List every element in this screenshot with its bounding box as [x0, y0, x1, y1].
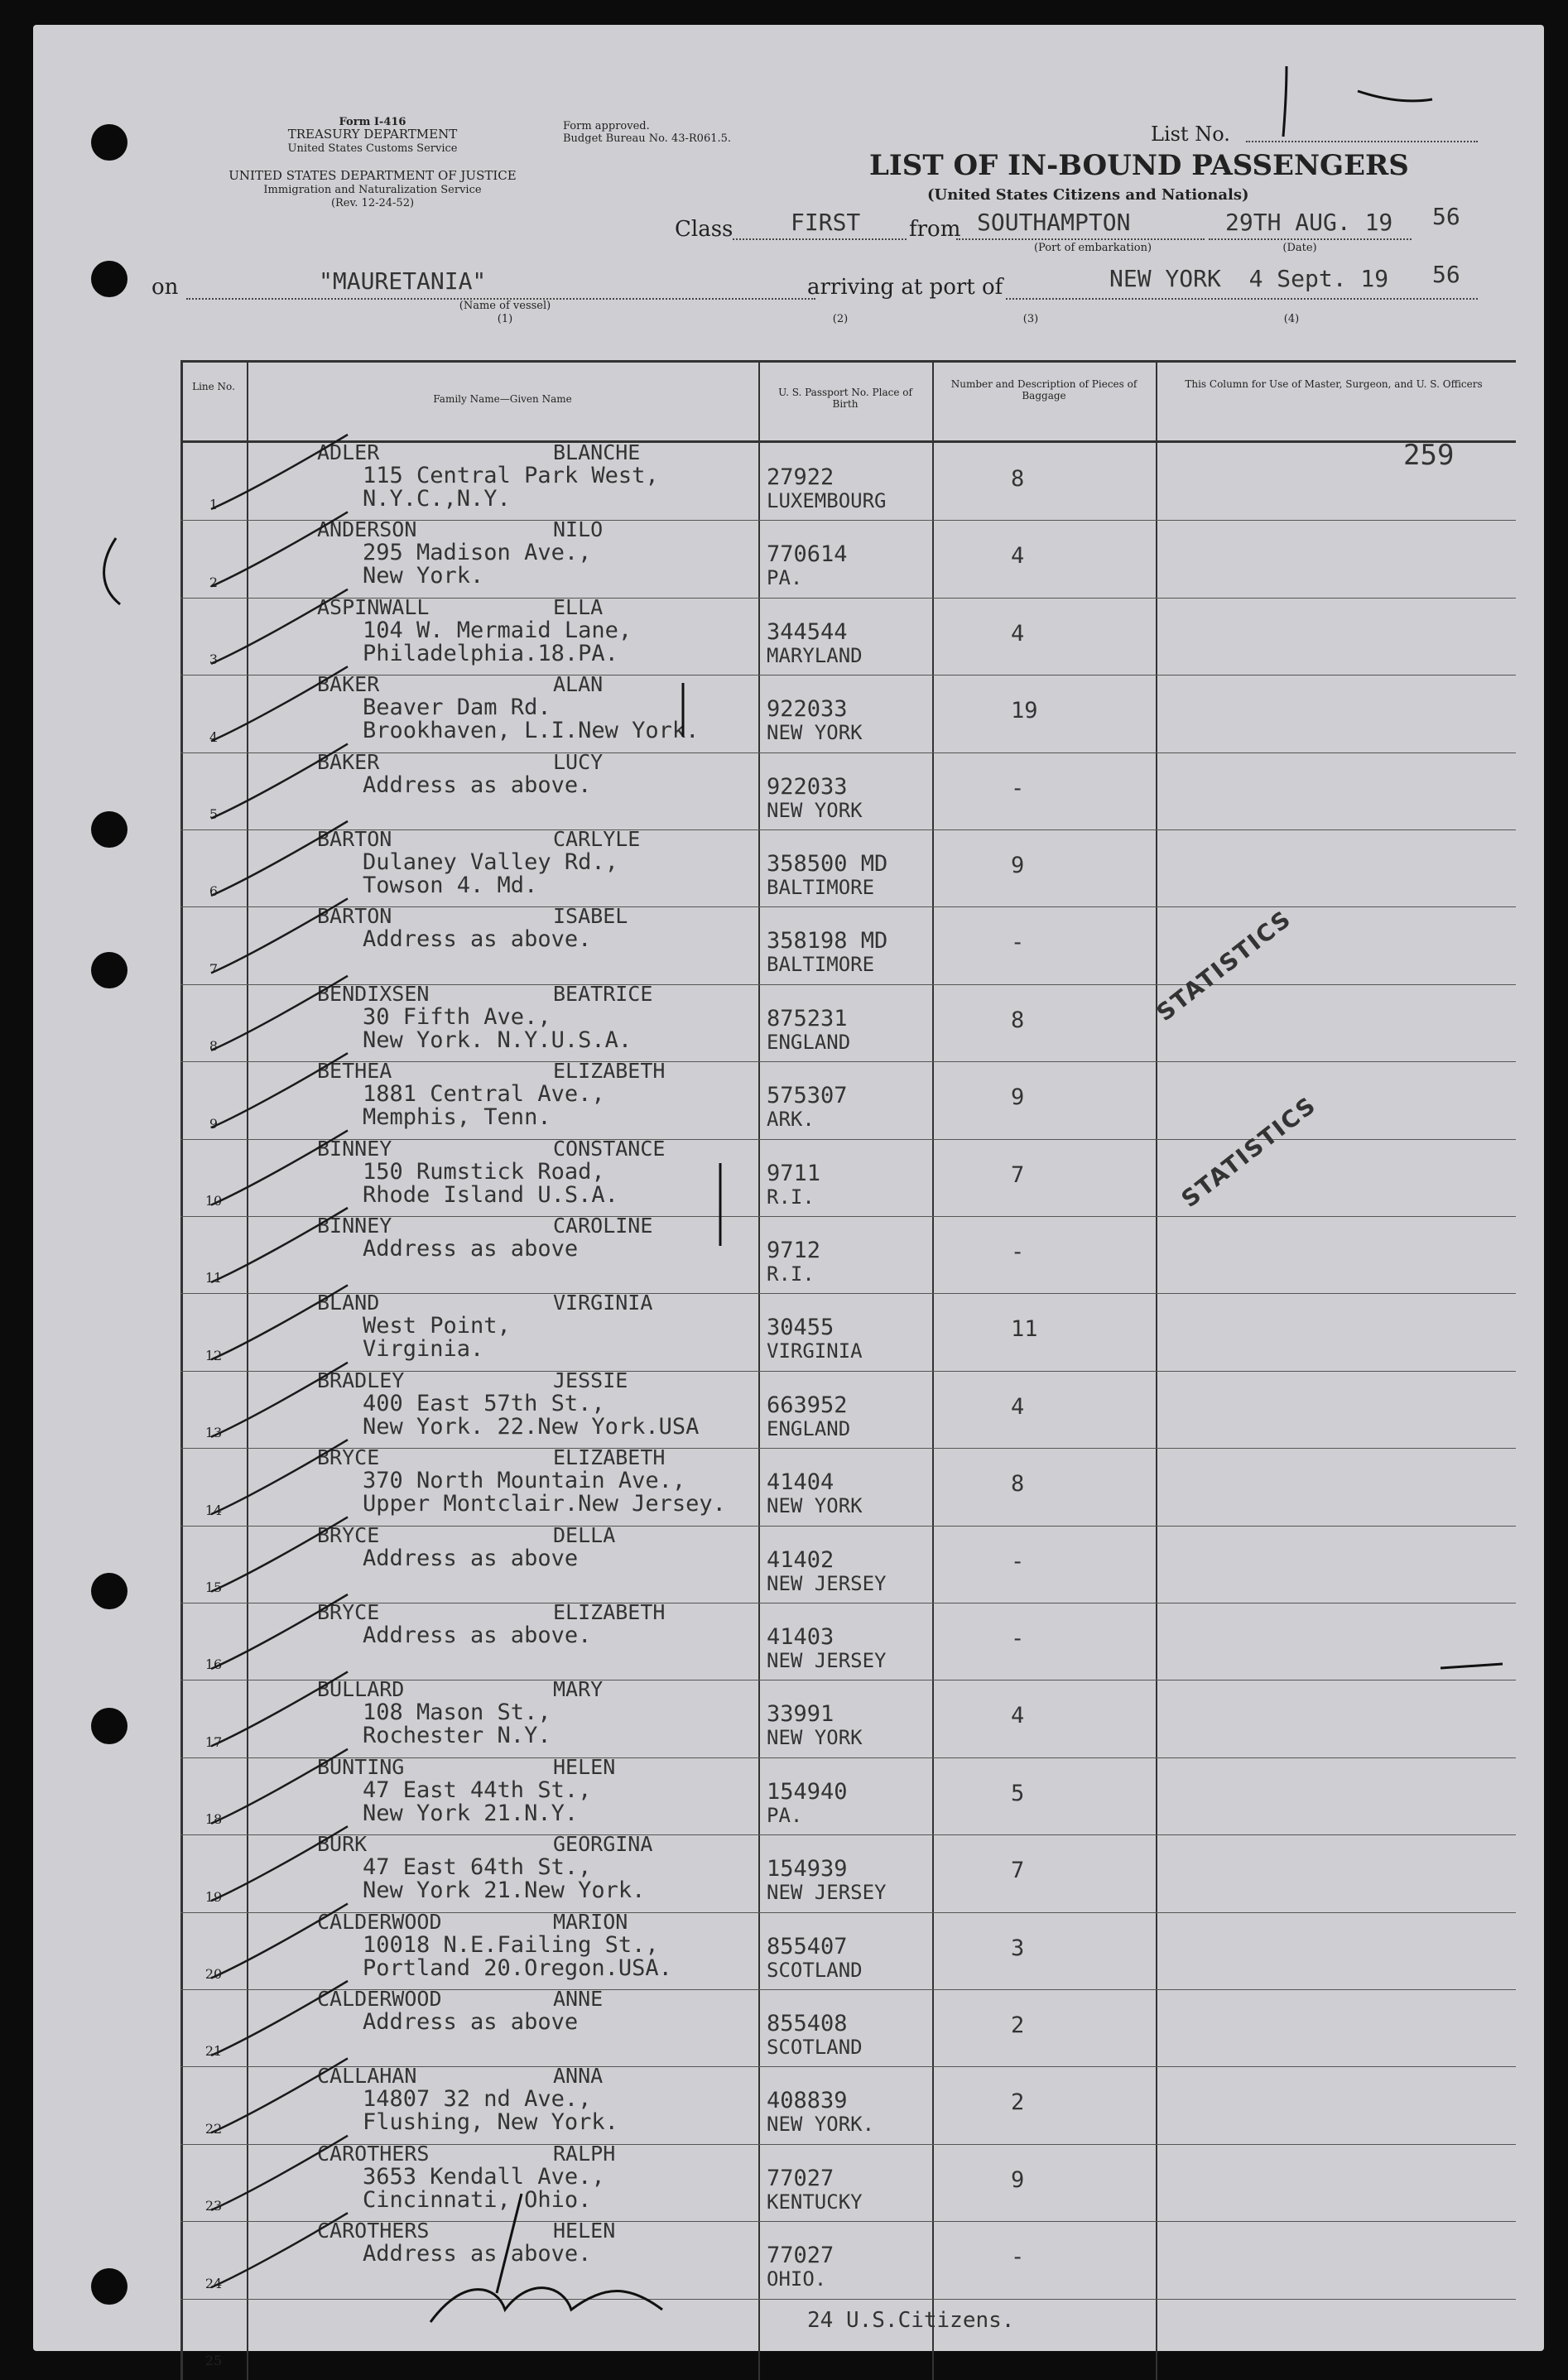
pencil-check-mark — [211, 589, 348, 664]
address-line-1: Address as above. — [363, 772, 592, 798]
passport-number: 408839 — [767, 2088, 848, 2114]
pencil-check-mark — [211, 1594, 348, 1669]
address-line-2: Brookhaven, L.I.New York. — [363, 718, 700, 744]
place-of-birth: OHIO. — [767, 2267, 827, 2291]
address-line-2: New York. N.Y.U.S.A. — [363, 1027, 632, 1053]
given-name: MARION — [553, 1909, 628, 1934]
customs-service: United States Customs Service — [287, 142, 458, 155]
place-of-birth: SCOTLAND — [767, 2036, 863, 2059]
passport-number: 30455 — [767, 1315, 835, 1341]
baggage-count: 3 — [1011, 1935, 1025, 1961]
given-name: BEATRICE — [553, 981, 653, 1006]
family-name: ASPINWALL — [317, 594, 430, 619]
baggage-count: - — [1011, 1548, 1025, 1575]
family-name: CALDERWOOD — [317, 1987, 442, 2011]
address-line-1: West Point, — [363, 1313, 511, 1339]
address-line-1: 47 East 44th St., — [363, 1777, 592, 1803]
department-of-justice: UNITED STATES DEPARTMENT OF JUSTICE — [228, 168, 517, 183]
embarkation-date: 29TH AUG. 19 — [1225, 209, 1393, 236]
baggage-count: 7 — [1011, 1161, 1025, 1188]
address-line-1: Address as above — [363, 2009, 579, 2035]
pencil-check-mark — [211, 2058, 348, 2132]
place-of-birth: VIRGINIA — [767, 1339, 863, 1363]
address-line-2: Rhode Island U.S.A. — [363, 1181, 618, 1208]
baggage-count: - — [1011, 930, 1025, 956]
family-name: CAROTHERS — [317, 2219, 430, 2243]
passport-number: 922033 — [767, 696, 848, 723]
place-of-birth: NEW JERSEY — [767, 1649, 887, 1672]
passport-number: 77027 — [767, 2243, 835, 2269]
address-line-2: New York 21.New York. — [363, 1878, 646, 1904]
pencil-check-mark — [211, 1208, 348, 1282]
pencil-check-mark — [211, 1904, 348, 1979]
footer-citizen-count: 24 U.S.Citizens. — [807, 2308, 1015, 2333]
arriving-label: arriving at port of — [807, 275, 1003, 300]
baggage-count: 4 — [1011, 1393, 1025, 1420]
passport-number: 663952 — [767, 1392, 848, 1418]
family-name: BINNEY — [317, 1136, 392, 1161]
column-ref-2: (2) — [832, 313, 849, 325]
handwritten-marks — [33, 25, 1544, 2351]
family-name: CAROTHERS — [317, 2141, 430, 2166]
passport-number: 154940 — [767, 1778, 848, 1805]
family-name: BAKER — [317, 672, 380, 697]
pencil-check-mark — [211, 1671, 348, 1746]
passport-number: 875231 — [767, 1005, 848, 1031]
baggage-count: 11 — [1011, 1316, 1038, 1343]
line-number: 17 — [204, 1733, 223, 1750]
line-number: 3 — [209, 651, 219, 668]
given-name: CAROLINE — [553, 1214, 653, 1238]
place-of-birth: ENGLAND — [767, 1030, 851, 1054]
given-name: NILO — [553, 517, 604, 542]
line-number: 4 — [209, 728, 219, 745]
passport-number: 358500 MD — [767, 851, 888, 877]
line-number: 22 — [204, 2120, 223, 2137]
pencil-check-mark — [211, 2213, 348, 2287]
address-line-2: New York 21.N.Y. — [363, 1800, 579, 1826]
vessel-caption: (Name of vessel) — [459, 300, 551, 312]
pencil-check-mark — [211, 1749, 348, 1824]
header-passport: U. S. Passport No. Place of Birth — [778, 387, 912, 410]
port-of-embarkation: SOUTHAMPTON — [977, 209, 1131, 236]
place-of-birth: R.I. — [767, 1262, 815, 1286]
passport-number: 855407 — [767, 1933, 848, 1959]
address-line-1: Address as above — [363, 1545, 579, 1571]
passport-number: 41402 — [767, 1546, 835, 1573]
family-name: CALLAHAN — [317, 2064, 417, 2089]
column-ref-3: (3) — [1022, 313, 1039, 325]
family-name: BUNTING — [317, 1754, 405, 1779]
budget-bureau: Budget Bureau No. 43-R061.5. — [563, 132, 732, 145]
given-name: CONSTANCE — [553, 1136, 666, 1161]
given-name: LUCY — [553, 749, 604, 774]
baggage-count: 4 — [1011, 1703, 1025, 1729]
given-name: BLANCHE — [553, 440, 641, 464]
family-name: BAKER — [317, 749, 380, 774]
baggage-count: 19 — [1011, 698, 1038, 724]
family-name: CALDERWOOD — [317, 1909, 442, 1934]
pencil-check-mark — [211, 1285, 348, 1359]
address-line-1: Beaver Dam Rd. — [363, 695, 551, 721]
embarkation-year: 56 — [1432, 203, 1460, 230]
baggage-count: 8 — [1011, 466, 1025, 492]
document-page — [33, 25, 1544, 2368]
passport-number: 922033 — [767, 773, 848, 800]
address-line-1: 370 North Mountain Ave., — [363, 1468, 686, 1494]
family-name: BINNEY — [317, 1214, 392, 1238]
family-name: BRYCE — [317, 1600, 380, 1624]
passport-number: 33991 — [767, 1701, 835, 1728]
revision-date: (Rev. 12-24-52) — [330, 197, 415, 209]
header-baggage: Number and Description of Pieces of Baggage — [950, 378, 1138, 401]
vessel-name: "MAURETANIA" — [319, 267, 487, 295]
place-of-birth: NEW JERSEY — [767, 1881, 887, 1905]
pencil-check-mark — [211, 1131, 348, 1205]
baggage-count: 9 — [1011, 2166, 1025, 2193]
family-name: BRYCE — [317, 1445, 380, 1470]
pencil-check-mark — [211, 744, 348, 819]
line-number: 19 — [204, 1888, 223, 1905]
passport-number: 77027 — [767, 2165, 835, 2191]
given-name: ANNE — [553, 1987, 604, 2011]
place-of-birth: BALTIMORE — [767, 876, 875, 899]
place-of-birth: NEW YORK. — [767, 2113, 875, 2137]
baggage-count: - — [1011, 1626, 1025, 1652]
address-line-1: Dulaney Valley Rd., — [363, 849, 618, 875]
given-name: ELLA — [553, 594, 604, 619]
given-name: HELEN — [553, 2219, 616, 2243]
given-name: VIRGINIA — [553, 1291, 653, 1315]
family-name: BENDIXSEN — [317, 981, 430, 1006]
list-no-label: List No. — [1151, 123, 1230, 146]
line-number: 25 — [204, 2353, 223, 2368]
form-approved: Form approved. — [563, 120, 650, 132]
baggage-count: 4 — [1011, 543, 1025, 570]
address-line-2: Portland 20.Oregon.USA. — [363, 1954, 672, 1981]
line-number: 10 — [204, 1193, 223, 1209]
passport-number: 41404 — [767, 1469, 835, 1496]
address-line-1: 30 Fifth Ave., — [363, 1003, 551, 1030]
address-line-1: Address as above — [363, 1236, 579, 1262]
class-value: FIRST — [791, 209, 861, 236]
place-of-birth: KENTUCKY — [767, 2190, 863, 2214]
line-number: 1 — [209, 497, 219, 513]
ins-label: Immigration and Naturalization Service — [263, 184, 482, 196]
family-name: BARTON — [317, 827, 392, 851]
place-of-birth: NEW YORK — [767, 721, 863, 745]
baggage-count: 2 — [1011, 2012, 1025, 2038]
line-number: 16 — [204, 1656, 223, 1673]
pencil-check-mark — [211, 2136, 348, 2210]
address-line-2: N.Y.C.,N.Y. — [363, 486, 511, 512]
place-of-birth: PA. — [767, 566, 803, 590]
line-number: 2 — [209, 574, 219, 590]
passport-number: 358198 MD — [767, 928, 888, 954]
baggage-count: 2 — [1011, 2089, 1025, 2116]
place-of-birth: NEW YORK — [767, 798, 863, 822]
place-of-birth: PA. — [767, 1803, 803, 1827]
address-line-2: Flushing, New York. — [363, 2109, 618, 2136]
form-title: LIST OF IN-BOUND PASSENGERS — [869, 149, 1409, 182]
given-name: ELIZABETH — [553, 1445, 666, 1470]
baggage-count: 9 — [1011, 1084, 1025, 1111]
header-name: Family Name—Given Name — [433, 393, 572, 405]
line-number: 5 — [209, 806, 219, 822]
given-name: ISABEL — [553, 904, 628, 929]
pencil-check-mark — [211, 666, 348, 741]
header-officers: This Column for Use of Master, Surgeon, and U. S. Officers — [1185, 378, 1483, 390]
passport-number: 770614 — [767, 541, 848, 568]
place-of-birth: NEW YORK — [767, 1726, 863, 1750]
place-of-birth: MARYLAND — [767, 643, 863, 667]
address-line-1: Address as above. — [363, 2241, 592, 2267]
pencil-check-mark — [211, 1440, 348, 1514]
page-number: 259 — [1403, 439, 1455, 472]
date-caption: (Date) — [1282, 242, 1317, 254]
address-line-1: 115 Central Park West, — [363, 463, 659, 488]
baggage-count: 7 — [1011, 1858, 1025, 1884]
address-line-1: 1881 Central Ave., — [363, 1081, 605, 1108]
baggage-count: 5 — [1011, 1780, 1025, 1806]
given-name: HELEN — [553, 1754, 616, 1779]
address-line-1: 108 Mason St., — [363, 1700, 551, 1726]
family-name: BLAND — [317, 1291, 380, 1315]
address-line-1: 3653 Kendall Ave., — [363, 2163, 605, 2190]
family-name: ANDERSON — [317, 517, 417, 542]
place-of-birth: LUXEMBOURG — [767, 489, 887, 512]
line-number: 23 — [204, 2198, 223, 2214]
passport-number: 41403 — [767, 1624, 835, 1650]
line-number: 18 — [204, 1811, 223, 1828]
column-ref-4: (4) — [1283, 313, 1300, 325]
address-line-2: New York. — [363, 563, 484, 589]
line-number: 6 — [209, 883, 219, 900]
port-caption: (Port of embarkation) — [1033, 242, 1152, 254]
given-name: DELLA — [553, 1522, 616, 1547]
given-name: ELIZABETH — [553, 1600, 666, 1624]
line-number: 12 — [204, 1347, 223, 1363]
passport-number: 154939 — [767, 1856, 848, 1882]
address-line-1: 104 W. Mermaid Lane, — [363, 617, 632, 643]
passport-number: 855408 — [767, 2011, 848, 2036]
place-of-birth: NEW YORK — [767, 1494, 863, 1518]
pencil-check-mark — [211, 1826, 348, 1901]
baggage-count: 9 — [1011, 853, 1025, 878]
address-line-1: Address as above. — [363, 926, 592, 953]
place-of-birth: ARK. — [767, 1108, 815, 1132]
address-line-1: 14807 32 nd Ave., — [363, 2086, 592, 2113]
pencil-check-mark — [211, 821, 348, 896]
given-name: RALPH — [553, 2141, 616, 2166]
family-name: ADLER — [317, 440, 380, 464]
baggage-count: 8 — [1011, 1471, 1025, 1498]
statistics-stamp: STATISTICS — [1151, 904, 1297, 1027]
given-name: CARLYLE — [553, 827, 641, 851]
passport-number: 9711 — [767, 1160, 821, 1186]
pencil-check-mark — [211, 435, 348, 509]
passport-number: 344544 — [767, 618, 848, 645]
pencil-check-mark — [211, 512, 348, 586]
line-number: 24 — [204, 2275, 223, 2291]
place-of-birth: NEW JERSEY — [767, 1571, 887, 1595]
family-name: BULLARD — [317, 1677, 405, 1702]
given-name: GEORGINA — [553, 1832, 653, 1857]
family-name: BURK — [317, 1832, 368, 1857]
place-of-birth: R.I. — [767, 1185, 815, 1209]
given-name: MARY — [553, 1677, 604, 1702]
pencil-check-mark — [211, 898, 348, 973]
address-line-1: 150 Rumstick Road, — [363, 1158, 605, 1185]
line-number: 11 — [204, 1270, 223, 1286]
address-line-2: Philadelphia.18.PA. — [363, 640, 618, 666]
given-name: JESSIE — [553, 1368, 628, 1392]
address-line-2: Virginia. — [363, 1336, 484, 1363]
pencil-check-mark — [211, 1053, 348, 1127]
place-of-birth: SCOTLAND — [767, 1958, 863, 1982]
line-number: 9 — [209, 1115, 219, 1132]
line-number: 14 — [204, 1502, 223, 1518]
address-line-1: 295 Madison Ave., — [363, 540, 592, 566]
pencil-check-mark — [211, 976, 348, 1051]
line-number: 8 — [209, 1038, 219, 1055]
given-name: ELIZABETH — [553, 1059, 666, 1084]
given-name: ANNA — [553, 2064, 604, 2089]
address-line-2: Cincinnati, Ohio. — [363, 2186, 592, 2213]
form-number: Form I-416 — [339, 116, 406, 128]
class-label: Class — [675, 217, 733, 242]
form-subtitle: (United States Citizens and Nationals) — [927, 186, 1249, 204]
place-of-birth: BALTIMORE — [767, 953, 875, 977]
line-number: 20 — [204, 1966, 223, 1982]
baggage-count: 8 — [1011, 1007, 1025, 1033]
pencil-check-mark — [211, 1981, 348, 2055]
arrival-port-date: NEW YORK 4 Sept. 19 — [1109, 265, 1389, 292]
address-line-1: Address as above. — [363, 1623, 592, 1648]
passport-number: 575307 — [767, 1083, 848, 1109]
address-line-2: Rochester N.Y. — [363, 1723, 551, 1749]
passport-number: 9712 — [767, 1238, 821, 1263]
address-line-2: New York. 22.New York.USA — [363, 1413, 700, 1440]
family-name: BARTON — [317, 904, 392, 929]
place-of-birth: ENGLAND — [767, 1416, 851, 1440]
passport-number: 27922 — [767, 464, 835, 490]
baggage-count: - — [1011, 775, 1025, 801]
statistics-stamp: STATISTICS — [1176, 1090, 1322, 1214]
treasury-department: TREASURY DEPARTMENT — [287, 127, 458, 142]
baggage-count: - — [1011, 2244, 1025, 2271]
address-line-2: Upper Montclair.New Jersey. — [363, 1491, 726, 1517]
arrival-year: 56 — [1432, 261, 1460, 288]
address-line-1: 10018 N.E.Failing St., — [363, 1931, 659, 1958]
baggage-count: - — [1011, 1239, 1025, 1265]
header-line-no: Line No. — [192, 381, 235, 392]
line-number: 21 — [204, 2043, 223, 2060]
line-number: 13 — [204, 1425, 223, 1441]
column-ref-1: (1) — [497, 313, 513, 325]
address-line-1: 400 East 57th St., — [363, 1390, 605, 1416]
pencil-check-mark — [211, 1517, 348, 1592]
line-number: 7 — [209, 960, 219, 977]
on-label: on — [152, 275, 179, 300]
line-number: 15 — [204, 1579, 223, 1595]
from-label: from — [909, 217, 961, 242]
address-line-1: 47 East 64th St., — [363, 1854, 592, 1881]
pencil-check-mark — [211, 1363, 348, 1437]
family-name: BRYCE — [317, 1522, 380, 1547]
given-name: ALAN — [553, 672, 604, 697]
family-name: BRADLEY — [317, 1368, 405, 1392]
family-name: BETHEA — [317, 1059, 392, 1084]
baggage-count: 4 — [1011, 620, 1025, 647]
address-line-2: Memphis, Tenn. — [363, 1104, 551, 1131]
address-line-2: Towson 4. Md. — [363, 873, 538, 898]
